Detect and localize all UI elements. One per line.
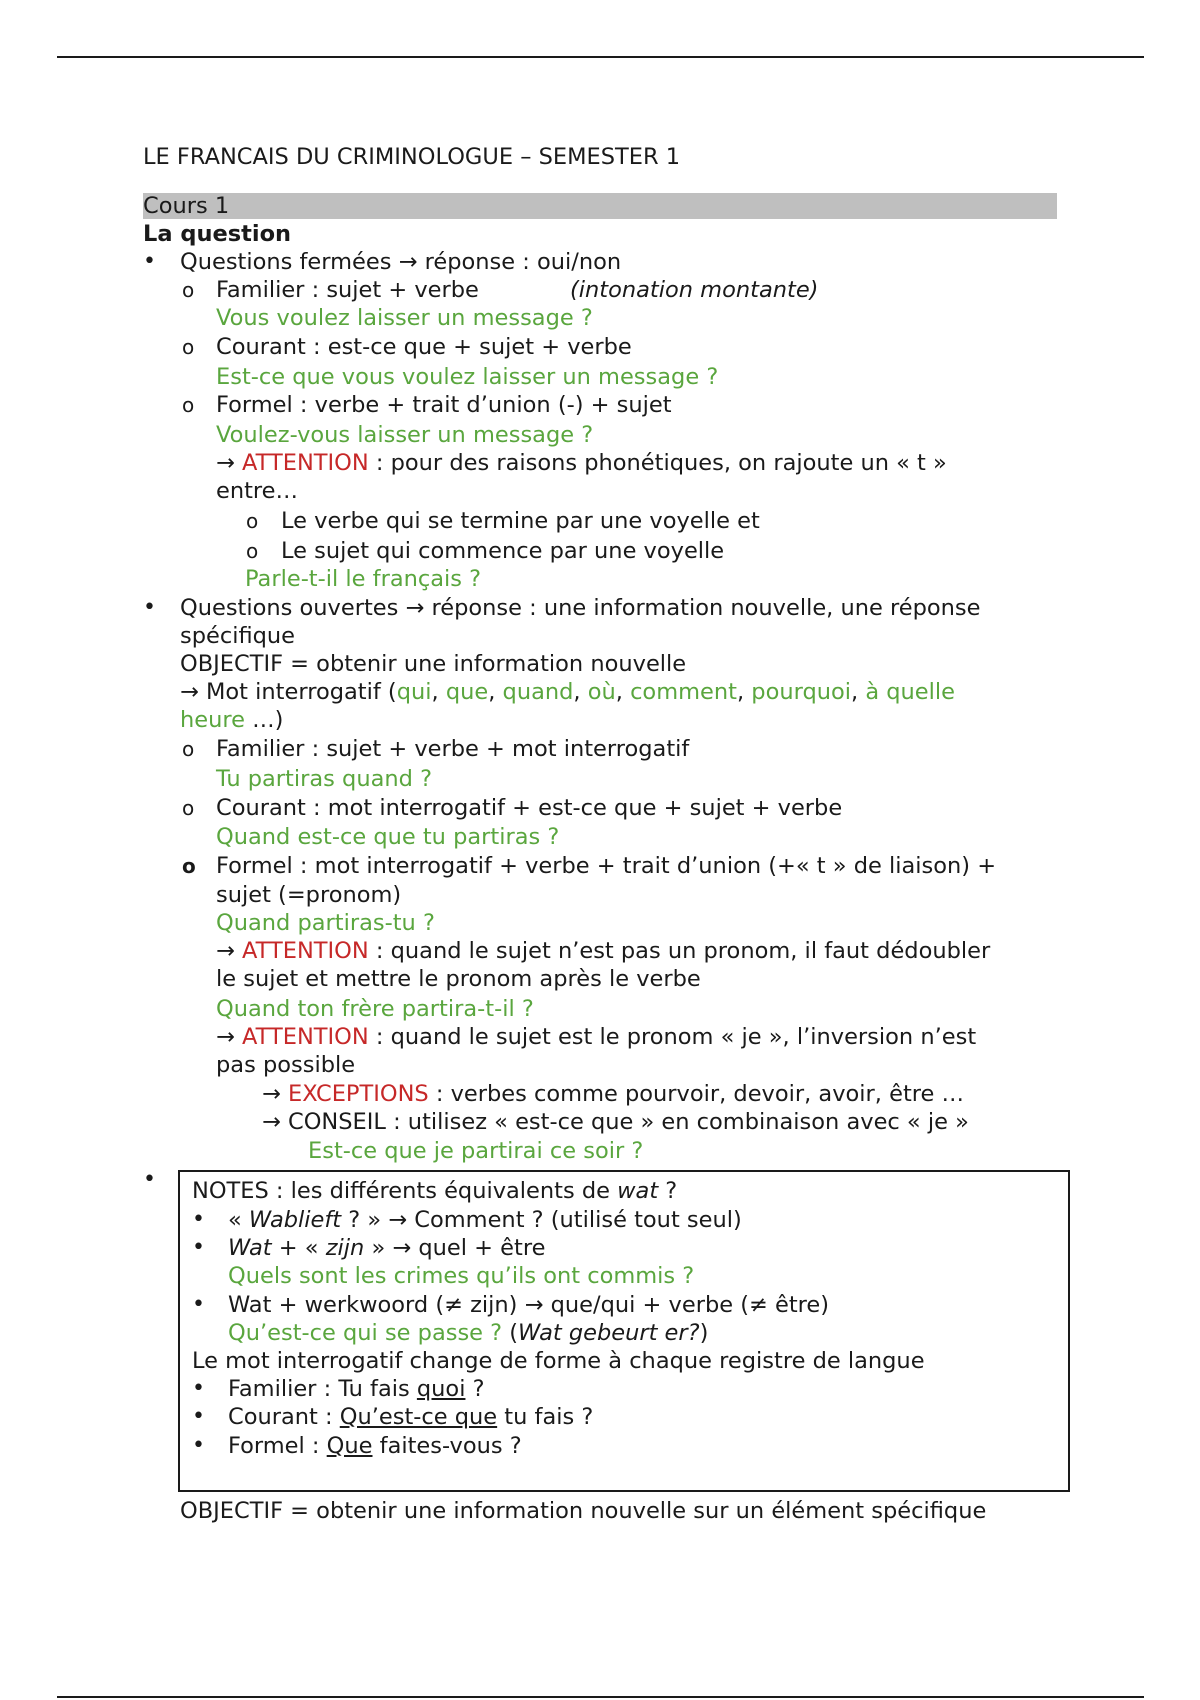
courant-1: Courant : est-ce que + sujet + verbe [216,334,632,360]
example-4: Parle-t-il le français ? [245,566,482,592]
example-6: Quand est-ce que tu partiras ? [216,824,560,850]
circle-bullet-icon: o [182,796,195,820]
objectif-1: OBJECTIF = obtenir une information nouvelle [180,651,687,677]
attention-3: → ATTENTION : quand le sujet est le pronom « je », l’inversion n’est [216,1024,977,1050]
example-7: Quand partiras-tu ? [216,910,435,936]
bullet-icon: • [192,1292,205,1317]
bullet-icon: • [192,1376,205,1401]
sub-item-2: Le sujet qui commence par une voyelle [281,538,725,564]
notes-registre-courant: Courant : Qu’est-ce que tu fais ? [228,1404,594,1430]
attention-1-cont: entre… [216,478,299,504]
notes-registre: Le mot interrogatif change de forme à chaque registre de langue [192,1348,925,1374]
exceptions-line: → EXCEPTIONS : verbes comme pourvoir, devoir, avoir, être … [262,1081,965,1107]
attention-3-cont: pas possible [216,1052,356,1078]
section-heading: La question [143,221,292,247]
circle-bullet-icon: o [246,539,259,563]
notes-registre-familier: Familier : Tu fais quoi ? [228,1376,485,1402]
circle-bullet-icon: o [182,854,196,878]
open-questions-line: Questions ouvertes → réponse : une information nouvelle, une réponse [180,595,981,621]
courant-2: Courant : mot interrogatif + est-ce que + sujet + verbe [216,795,843,821]
familier-1-note: (intonation montante) [570,277,819,303]
example-5: Tu partiras quand ? [216,766,433,792]
closed-questions-line: Questions fermées → réponse : oui/non [180,249,622,275]
bullet-icon: • [192,1235,205,1260]
header-rule [57,56,1144,58]
formel-2-cont: sujet (=pronom) [216,882,402,908]
cours-label: Cours 1 [143,193,230,219]
bullet-icon: • [143,249,156,274]
sub-item-1: Le verbe qui se termine par une voyelle et [281,508,760,534]
bullet-icon: • [143,1167,156,1192]
attention-2-cont: le sujet et mettre le pronom après le verbe [216,966,701,992]
familier-2: Familier : sujet + verbe + mot interrogatif [216,736,690,762]
example-3: Voulez-vous laisser un message ? [216,422,594,448]
bullet-icon: • [143,595,156,620]
notes-item-1: « Wablieft ? » → Comment ? (utilisé tout seul) [228,1207,742,1233]
example-1: Vous voulez laisser un message ? [216,305,593,331]
bullet-icon: • [192,1404,205,1429]
cours-highlight-bar [143,193,1057,219]
attention-2: → ATTENTION : quand le sujet n’est pas un pronom, il faut dédoubler [216,938,991,964]
attention-1: → ATTENTION : pour des raisons phonétiques, on rajoute un « t » [216,450,947,476]
example-9: Est-ce que je partirai ce soir ? [308,1138,644,1164]
notes-example-1: Quels sont les crimes qu’ils ont commis ? [228,1263,695,1289]
circle-bullet-icon: o [182,335,195,359]
circle-bullet-icon: o [182,278,195,302]
circle-bullet-icon: o [182,393,195,417]
notes-item-3: Wat + werkwoord (≠ zijn) → que/qui + verbe (≠ être) [228,1292,830,1318]
example-2: Est-ce que vous voulez laisser un message ? [216,364,719,390]
objectif-2: OBJECTIF = obtenir une information nouvelle sur un élément spécifique [180,1498,987,1524]
bullet-icon: • [192,1433,205,1458]
notes-example-2: Qu’est-ce qui se passe ? (Wat gebeurt er?) [228,1320,709,1346]
formel-2: Formel : mot interrogatif + verbe + trait d’union (+« t » de liaison) + [216,853,997,879]
mot-interrogatif-line: → Mot interrogatif (qui, que, quand, où, comment, pourquoi, à quelle [180,679,955,705]
document-title: LE FRANCAIS DU CRIMINOLOGUE – SEMESTER 1 [143,144,681,170]
circle-bullet-icon: o [246,509,259,533]
formel-1: Formel : verbe + trait d’union (-) + sujet [216,392,672,418]
conseil-line: → CONSEIL : utilisez « est-ce que » en combinaison avec « je » [262,1109,969,1135]
open-questions-cont: spécifique [180,623,296,649]
circle-bullet-icon: o [182,737,195,761]
footer-rule [57,1696,1144,1698]
example-8: Quand ton frère partira-t-il ? [216,996,534,1022]
bullet-icon: • [192,1207,205,1232]
familier-1: Familier : sujet + verbe [216,277,479,303]
notes-registre-formel: Formel : Que faites-vous ? [228,1433,522,1459]
notes-item-2: Wat + « zijn » → quel + être [228,1235,546,1261]
mot-interrogatif-cont: heure …) [180,707,284,733]
notes-heading: NOTES : les différents équivalents de wat ? [192,1178,678,1204]
